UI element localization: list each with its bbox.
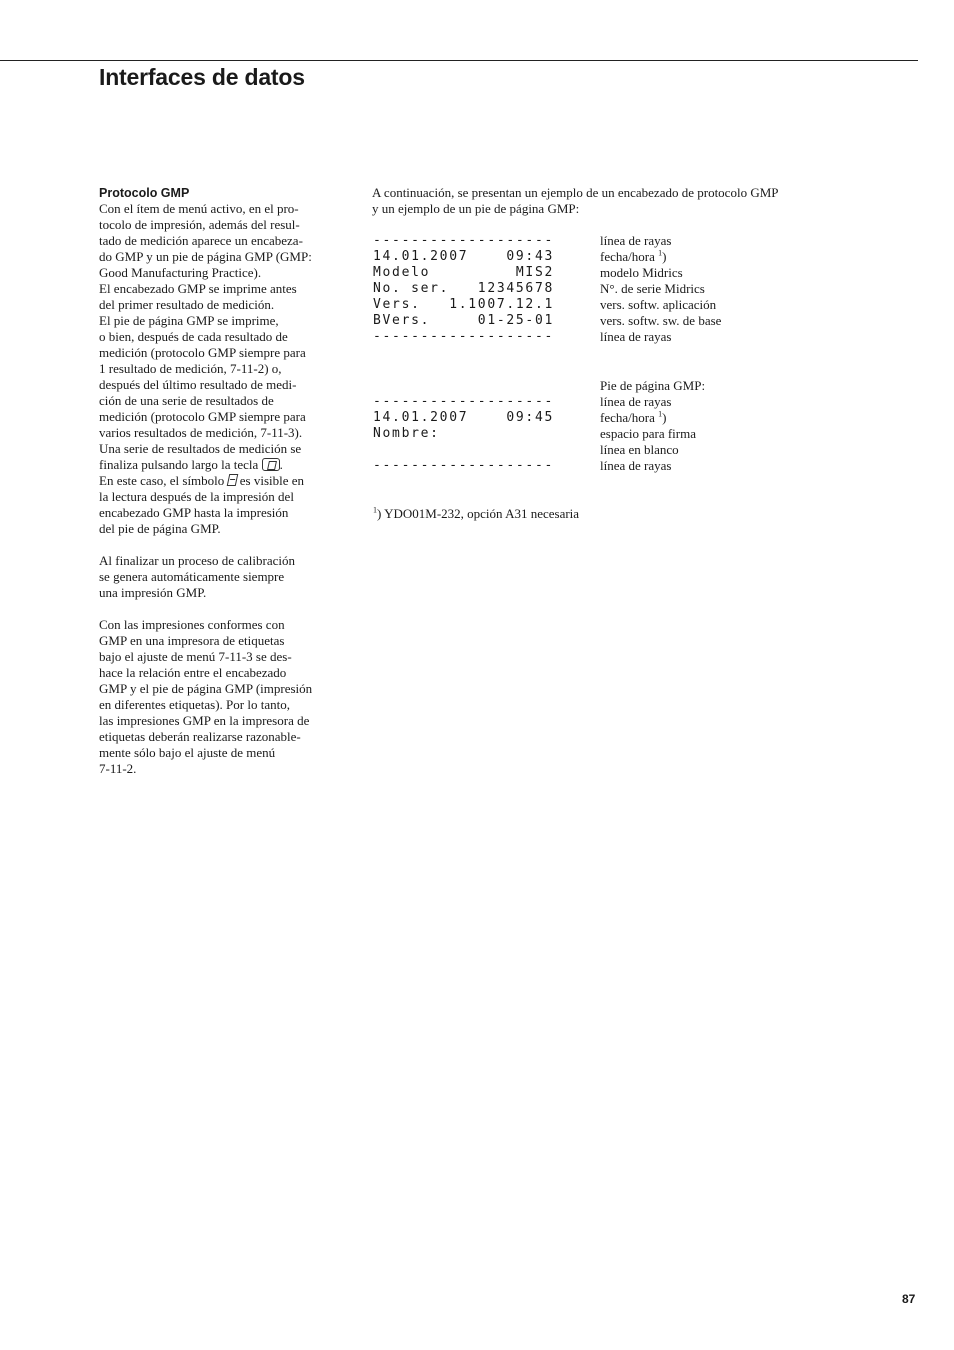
printout-line: BVers. 01-25-01 bbox=[373, 313, 555, 328]
text-line: bajo el ajuste de menú 7-11-3 se des- bbox=[99, 649, 292, 664]
text-line: Con las impresiones conformes con bbox=[99, 617, 285, 632]
printout-line: ------------------- bbox=[373, 458, 555, 473]
gmp-header-printout bbox=[373, 233, 573, 345]
text-line: del primer resultado de medición. bbox=[99, 297, 275, 312]
printout-line: Vers. 1.1007.12.1 bbox=[373, 297, 555, 312]
text-line: Al finalizar un proceso de calibración bbox=[99, 553, 295, 568]
text-line: tocolo de impresión, además del resul- bbox=[99, 217, 300, 232]
footer-title: Pie de página GMP: bbox=[600, 378, 706, 393]
key-press-line: finaliza pulsando largo la tecla . bbox=[99, 457, 283, 472]
printout-line bbox=[373, 442, 573, 458]
description-line: vers. softw. sw. de base bbox=[600, 313, 722, 328]
printout-line: 14.01.2007 09:43 bbox=[373, 249, 555, 264]
printout-line: Modelo MIS2 bbox=[373, 265, 555, 280]
description-line: modelo Midrics bbox=[600, 265, 683, 280]
text-line: GMP en una impresora de etiquetas bbox=[99, 633, 285, 648]
page-title: Interfaces de datos bbox=[99, 64, 305, 90]
text-line: hace la relación entre el encabezado bbox=[99, 665, 287, 680]
text-line: las impresiones GMP en la impresora de bbox=[99, 713, 310, 728]
gmp-footer-descriptions bbox=[600, 394, 900, 474]
printout-line: ------------------- bbox=[373, 394, 555, 409]
text-line: varios resultados de medición, 7-11-3). bbox=[99, 425, 303, 440]
left-column bbox=[99, 185, 339, 777]
description-line: espacio para firma bbox=[600, 426, 697, 441]
symbol-line: En este caso, el símbolo es visible en bbox=[99, 473, 305, 488]
print-key-icon bbox=[262, 458, 280, 471]
text-line: del pie de página GMP. bbox=[99, 521, 221, 536]
gmp-header-descriptions bbox=[600, 233, 900, 345]
text-line: El pie de página GMP se imprime, bbox=[99, 313, 279, 328]
description-line: fecha/hora $^1$) bbox=[600, 409, 667, 425]
printout-line: 14.01.2007 09:45 bbox=[373, 410, 555, 425]
gmp-footer-printout bbox=[373, 394, 573, 474]
text-line: medición (protocolo GMP siempre para bbox=[99, 345, 306, 360]
printout-line: ------------------- bbox=[373, 329, 555, 344]
description-line: línea de rayas bbox=[600, 329, 672, 344]
text-line: Con el ítem de menú activo, en el pro- bbox=[99, 201, 299, 216]
text-line: en diferentes etiquetas). Por lo tanto, bbox=[99, 697, 290, 712]
text-line: etiquetas deberán realizarse razonable- bbox=[99, 729, 301, 744]
text-line: se genera automáticamente siempre bbox=[99, 569, 285, 584]
text-line: la lectura después de la impresión del bbox=[99, 489, 294, 504]
right-intro bbox=[372, 185, 852, 217]
text-line: o bien, después de cada resultado de bbox=[99, 329, 288, 344]
section-heading: Protocolo GMP bbox=[99, 186, 190, 200]
text-line: medición (protocolo GMP siempre para bbox=[99, 409, 306, 424]
paragraph-label-printer bbox=[99, 617, 339, 777]
text-line: Una serie de resultados de medición se bbox=[99, 441, 302, 456]
text-line: una impresión GMP. bbox=[99, 585, 207, 600]
text-line: El encabezado GMP se imprime antes bbox=[99, 281, 297, 296]
paragraph-intro-end bbox=[99, 489, 339, 537]
printout-line: No. ser. 12345678 bbox=[373, 281, 555, 296]
description-line: vers. softw. aplicación bbox=[600, 297, 717, 312]
printout-line: Nombre: bbox=[373, 426, 440, 441]
footnote: $^1$) YDO01M-232, opción A31 necesaria bbox=[373, 505, 580, 521]
description-line: fecha/hora $^1$) bbox=[600, 248, 667, 264]
text-line: y un ejemplo de un pie de página GMP: bbox=[372, 201, 580, 216]
description-line: línea en blanco bbox=[600, 442, 679, 457]
page-number: 87 bbox=[902, 1292, 916, 1306]
description-line: línea de rayas bbox=[600, 394, 672, 409]
gmp-symbol-icon bbox=[226, 474, 238, 486]
text-line: GMP y el pie de página GMP (impresión bbox=[99, 681, 313, 696]
text-line: encabezado GMP hasta la impresión bbox=[99, 505, 289, 520]
paragraph-calibration bbox=[99, 553, 339, 601]
description-line: N°. de serie Midrics bbox=[600, 281, 705, 296]
text-line: mente sólo bajo el ajuste de menú bbox=[99, 745, 276, 760]
paragraph-intro bbox=[99, 201, 339, 457]
printout-line: ------------------- bbox=[373, 233, 555, 248]
description-line: línea de rayas bbox=[600, 233, 672, 248]
text-line: 7-11-2. bbox=[99, 761, 137, 776]
text-line: Good Manufacturing Practice). bbox=[99, 265, 262, 280]
text-line: A continuación, se presentan un ejemplo de un encabezado de protocolo GMP bbox=[372, 185, 779, 200]
description-line: línea de rayas bbox=[600, 458, 672, 473]
footnote-ref: 1 bbox=[658, 409, 663, 419]
top-rule bbox=[0, 60, 918, 61]
text-line: tado de medición aparece un encabeza- bbox=[99, 233, 303, 248]
footnote-ref: 1 bbox=[658, 248, 663, 258]
text-line: 1 resultado de medición, 7-11-2) o, bbox=[99, 361, 282, 376]
text-line: do GMP y un pie de página GMP (GMP: bbox=[99, 249, 312, 264]
text-line: después del último resultado de medi- bbox=[99, 377, 297, 392]
text-line: ción de una serie de resultados de bbox=[99, 393, 274, 408]
